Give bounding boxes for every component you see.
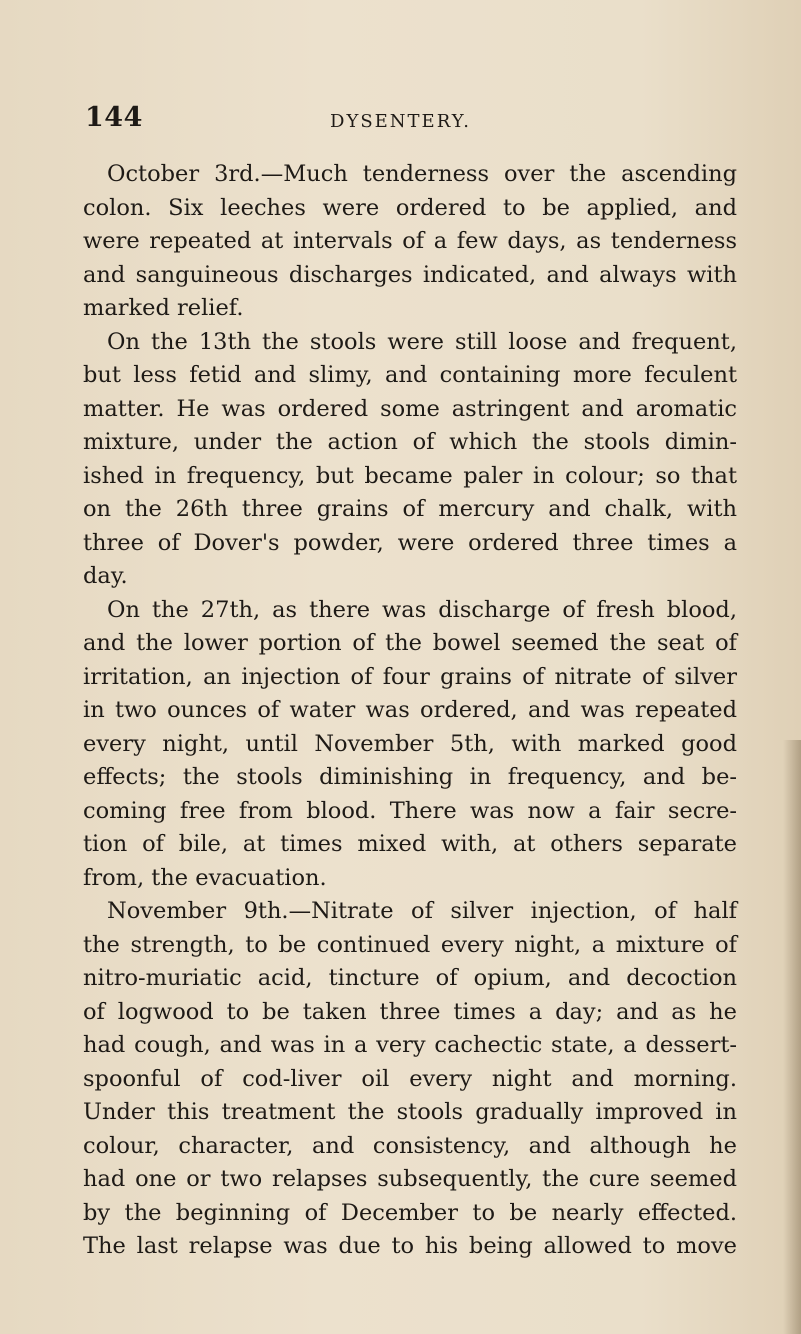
text-line: tion of bile, at times mixed with, at others separate	[83, 831, 737, 857]
page-number: 144	[85, 102, 143, 133]
text-line: Under this treatment the stools gradually improved in	[83, 1099, 737, 1125]
text-line: marked relief.	[83, 295, 244, 321]
text-line: spoonful of cod-liver oil every night and morning.	[83, 1065, 737, 1092]
text-line: were repeated at intervals of a few days, as tenderness	[83, 228, 737, 254]
text-line: and the lower portion of the bowel seemed the seat of	[83, 630, 737, 656]
text-line: matter. He was ordered some astringent and aromatic	[83, 395, 737, 422]
text-line: day.	[83, 563, 128, 589]
text-line: ished in frequency, but became paler in colour; so that	[83, 462, 737, 489]
text-line: colon. Six leeches were ordered to be applied, and	[83, 194, 737, 221]
body-text	[83, 158, 737, 1264]
text-line: the strength, to be continued every night, a mixture of	[83, 931, 737, 958]
text-line: irritation, an injection of four grains of nitrate of silver	[83, 663, 737, 690]
text-line: colour, character, and consistency, and although he	[83, 1132, 737, 1159]
text-line: October 3rd.—Much tenderness over the ascending	[107, 161, 737, 187]
text-line: November 9th.—Nitrate of silver injection, of half	[107, 898, 737, 924]
text-line: On the 27th, as there was discharge of fresh blood,	[107, 596, 737, 623]
text-line: coming free from blood. There was now a fair secre-	[83, 797, 737, 824]
text-line: in two ounces of water was ordered, and was repeated	[83, 697, 737, 723]
text-line: had one or two relapses subsequently, the cure seemed	[83, 1166, 737, 1192]
text-line: from, the evacuation.	[83, 864, 327, 891]
text-line: every night, until November 5th, with marked good	[83, 730, 737, 757]
text-line: The last relapse was due to his being allowed to move	[83, 1233, 737, 1259]
page-edge-shadow	[783, 740, 801, 1334]
page-header	[0, 102, 801, 142]
text-line: on the 26th three grains of mercury and chalk, with	[83, 496, 737, 522]
text-line: of logwood to be taken three times a day; and as he	[83, 998, 737, 1025]
text-line: nitro-muriatic acid, tincture of opium, and decoction	[83, 965, 737, 991]
text-line: mixture, under the action of which the stools dimin-	[83, 429, 737, 455]
text-line: but less fetid and slimy, and containing more feculent	[83, 362, 737, 388]
text-line: and sanguineous discharges indicated, and always with	[83, 261, 737, 288]
text-line: by the beginning of December to be nearly effected.	[83, 1199, 737, 1226]
text-line: had cough, and was in a very cachectic state, a dessert-	[83, 1032, 737, 1058]
running-title: DYSENTERY.	[330, 111, 471, 132]
text-line: three of Dover's powder, were ordered three times a	[83, 529, 737, 556]
text-line: On the 13th the stools were still loose and frequent,	[107, 328, 737, 355]
text-line: effects; the stools diminishing in frequency, and be-	[83, 764, 737, 790]
